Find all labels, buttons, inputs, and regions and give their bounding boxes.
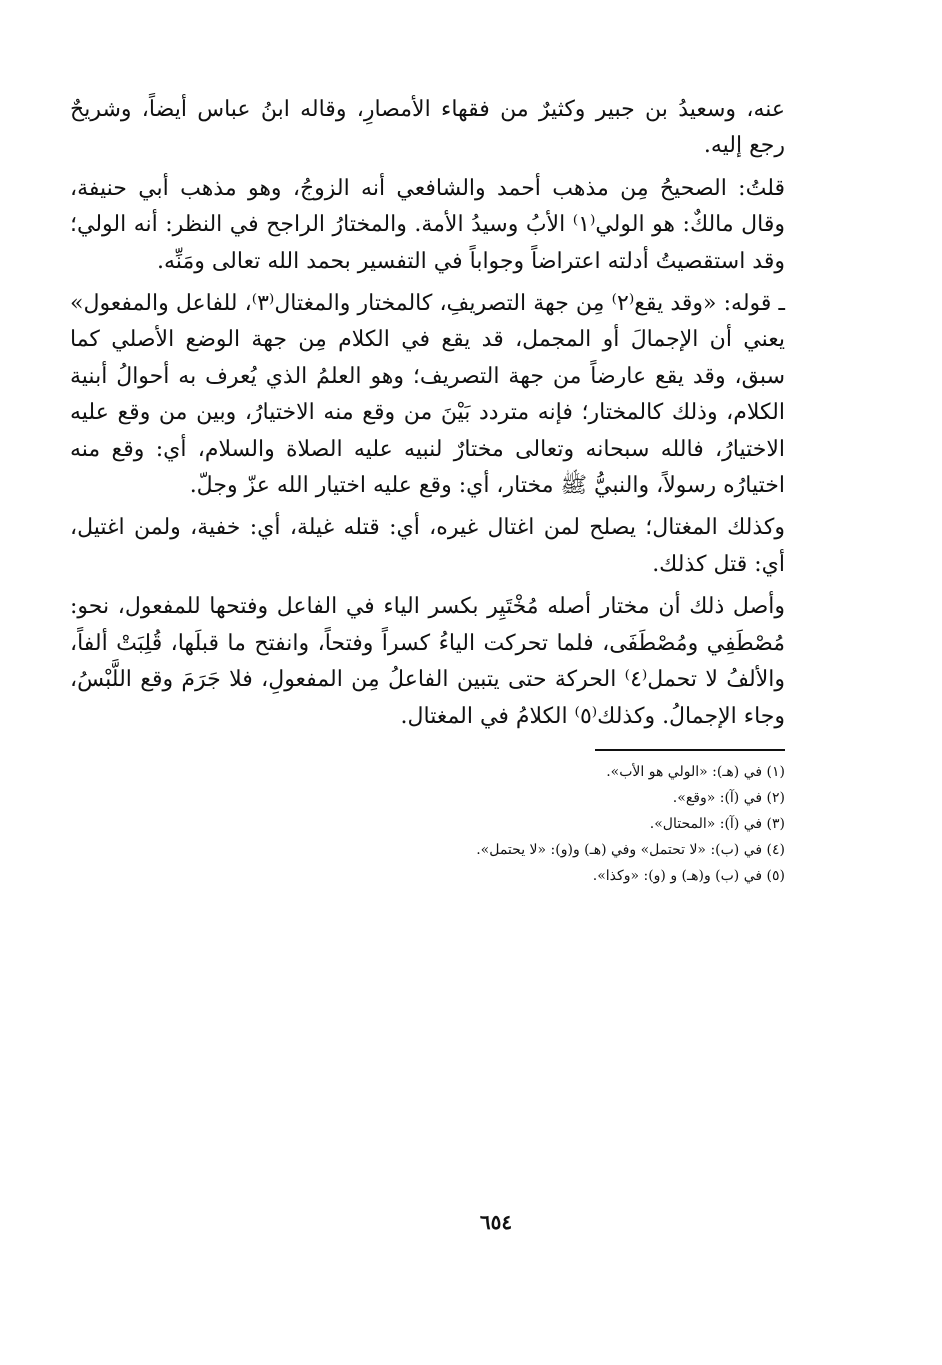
footnote-3: (٣) في (آ): «المحتال». <box>649 815 785 832</box>
paragraph-text: عنه، وسعيدُ بن جبير وكثيرٌ من فقهاء الأمصارِ، وقاله ابنُ عباس أيضاً، وشريحٌ رجع إليه. <box>70 97 785 159</box>
paragraph-1 <box>70 92 785 165</box>
footnote-2: (٢) في (آ): «وقع». <box>672 789 785 806</box>
page-number: ٦٥٤ <box>479 1210 513 1234</box>
footnote-5: (٥) في (ب) و(هـ) و (و): «وكذا». <box>592 867 785 884</box>
page-body <box>70 92 785 889</box>
paragraph-4 <box>70 510 785 583</box>
paragraph-text: وكذلك المغتال؛ يصلح لمن اغتال غيره، أي: قتله غيلة، أي: خفية، ولمن اغتيل، أي: قتل كذلك. <box>70 515 785 577</box>
paragraph-text: وأصل ذلك أن مختار أصله مُخْتَيِر بكسر الياء في الفاعل وفتحها للمفعول، نحو: مُصْطَفِي ومُصْطَفَى، فلما تحركت الياءُ كسراً وفتحاً، وانفتح ما قبلَها، قُلِبَتْ ألفاً، والألفُ لا تحمل⁽٤⁾ الحركة حتى يتبين الفاعلُ مِن المفعولِ، فلا جَرَمَ وقع اللَّبْسُ، وجاء الإجمالُ. وكذلك⁽٥⁾ الكلامُ في المغتال. <box>70 594 785 729</box>
paragraph-5 <box>70 589 785 735</box>
paragraph-2 <box>70 171 785 280</box>
footnote-1: (١) في (هـ): «الولي هو الأب». <box>606 763 785 780</box>
paragraph-3 <box>70 286 785 504</box>
footnotes <box>70 759 785 889</box>
paragraph-text: قلتُ: الصحيحُ مِن مذهب أحمد والشافعي أنه الزوجُ، وهو مذهب أبي حنيفة، وقال مالكٌ: هو الولي⁽١⁾ الأبُ وسيدُ الأمة. والمختارُ الراجح في النظر: أنه الولي؛ وقد استقصيتُ أدلته اعتراضاً وجواباً في التفسير بحمد الله تعالى ومَنِّه. <box>70 175 786 274</box>
footnote-divider <box>595 749 785 751</box>
paragraph-text: ـ قوله: «وقد يقع⁽٢⁾ مِن جهة التصريفِ، كالمختار والمغتال⁽٣⁾، للفاعل والمفعول» يعني أن الإجمالَ أو المجمل، قد يقع في الكلام مِن جهة الوضع الأصلي كما سبق، وقد يقع عارضاً من جهة التصريف؛ وهو العلمُ الذي يُعرف به أحوالُ أبنية الكلام، وذلك كالمختار؛ فإنه متردد بَيْنَ من وقع منه الاختيارُ، وبين من وقع عليه الاختيارُ، فالله سبحانه وتعالى مختارٌ لنبيه عليه الصلاة والسلام، أي: وقع منه اختيارُه رسولاً، والنبيُّ ﷺ مختار، أي: وقع عليه اختيار الله عزّ وجلّ. <box>70 291 785 499</box>
footnote-4: (٤) في (ب): «لا تحتمل» وفي (هـ) و(و): «لا يحتمل». <box>476 841 785 858</box>
